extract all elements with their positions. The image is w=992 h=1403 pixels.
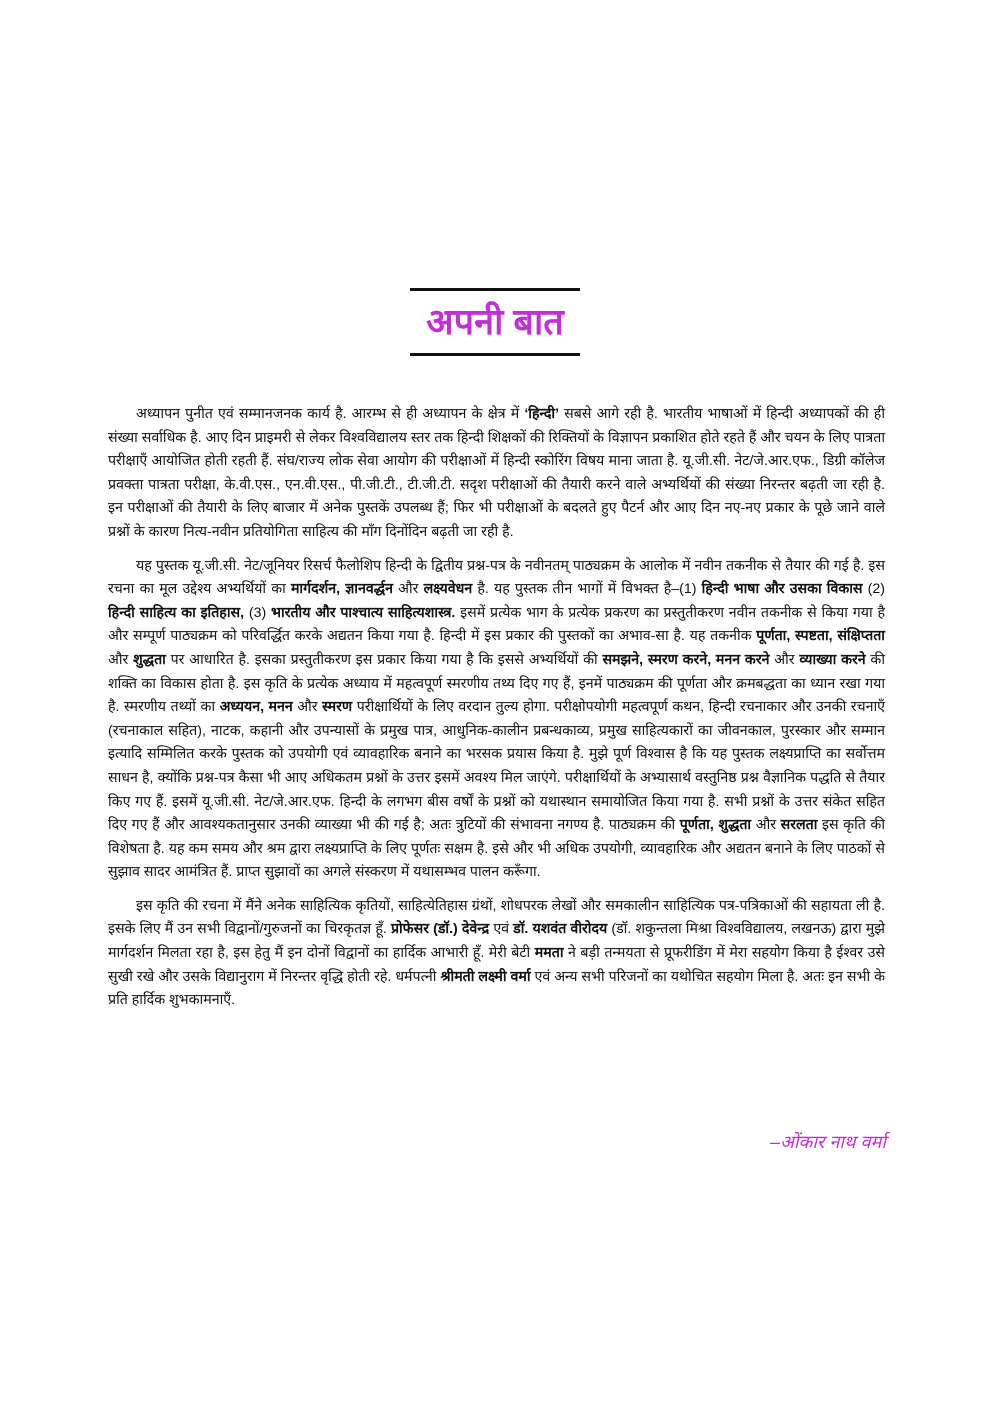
paragraph [108,403,885,545]
bold-text: शुद्धता [133,651,166,668]
paragraph [108,555,885,885]
bold-text: श्रीमती लक्ष्मी वर्मा [440,968,531,985]
page-title: अपनी बात [426,301,564,342]
bold-text: समझने, स्मरण करने, मनन करने [602,651,770,668]
text-run: और [769,651,800,668]
text-run: की शक्ति का विकास होता है. इस कृति के प्रत्येक अध्याय में महत्वपूर्ण स्मरणीय तथ्य दिए गए हैं, इनमें पाठ्यक्रम की पूर्णता और क्रमबद्धता का ध्यान रखा गया है. स्मरणीय तथ्यों का [108,651,885,716]
text-run: इसमें प्रत्येक भाग के प्रत्येक प्रकरण का प्रस्तुतीकरण नवीन तकनीक से किया गया है और सम्पूर्ण पाठ्यक्रम को परिवर्द्धित करके अद्यतन किया गया है. हिन्दी में इस प्रकार की पुस्तकों का अभाव-सा है. यह तकनीक [108,604,885,645]
text-run: अध्यापन पुनीत एवं सम्मानजनक कार्य है. आरम्भ से ही अध्यापन के क्षेत्र में [136,406,525,422]
text-run: ने बड़ी तन्मयता से प्रूफरीडिंग में मेरा सहयोग किया है ईश्वर उसे सुखी रखे और उसके विद्यानुराग में निरन्तर वृद्धि होती रहे. धर्मपत्नी [108,945,886,985]
text-run: सबसे आगे रही है. भारतीय भाषाओं में हिन्दी अध्यापकों की ही संख्या सर्वाधिक है. आए दिन प्राइमरी से लेकर विश्वविद्यालय स्तर तक हिन्दी शिक्षकों की रिक्तियों के विज्ञापन प्रकाशित होते रहते हैं और चयन के लिए पात्रता परीक्षाएँ आयोजित होती रहती हैं. संघ/राज्य लोक सेवा आयोग की परीक्षाओं में हिन्दी स्कोरिंग विषय माना जाता है. यू.जी.सी. नेट/जे.आर.एफ., डिग्री कॉलेज प्रवक्ता पात्रता परीक्षा, के.वी.एस., एन.वी.एस., पी.जी.टी., टी.जी.टी. सदृश परीक्षाओं की तैयारी करने वाले अभ्यर्थियों की संख्या निरन्तर बढ़ती जा रही है. इन परीक्षाओं की तैयारी के लिए बाजार में अनेक पुस्तकें उपलब्ध हैं; फिर भी परीक्षाओं के बदलते हुए पैटर्न और आए दिन नए-नए प्रकार के पूछे जाने वाले प्रश्नों के कारण नित्य-नवीन प्रतियोगिता साहित्य की माँग दिनोंदिन बढ़ती जा रही है. [108,406,885,540]
text-run: इस कृति की विशेषता है. यह कम समय और श्रम द्वारा लक्ष्यप्राप्ति के लिए पूर्णतः सक्षम है. इसे और भी अधिक उपयोगी, व्यावहारिक और अद्यतन बनाने के लिए पाठकों से सुझाव सादर आमंत्रित हैं. प्राप्त सुझावों का अगले संस्करण में यथासम्भव पालन करूँगा. [108,817,885,881]
text-run: और [108,651,134,668]
bold-text: हिन्दी साहित्य का इतिहास, [108,604,245,621]
bold-text: सरलता [780,817,818,834]
title-block [410,288,580,356]
bold-text: भारतीय और पाश्चात्य साहित्यशास्त्र. [271,604,456,621]
bold-text: हिन्दी भाषा और उसका विकास [701,581,863,598]
bold-text: ममता [534,945,564,962]
bold-text: स्मरण [322,699,353,716]
text-run: (डॉ. शकुन्तला मिश्रा विश्वविद्यालय, लखनऊ) द्वारा मुझे मार्गदर्शन मिलता रहा है, इस हेतु मैं इन दोनों विद्वानों का हार्दिक आभारी हूँ. मेरी बेटी [108,921,886,962]
text-run: इस कृति की रचना में मैंने अनेक साहित्यिक कृतियों, साहित्येतिहास ग्रंथों, शोधपरक लेखों और समकालीन साहित्यिक पत्र-पत्रिकाओं की सहायता ली है. इसके लिए मैं उन सभी विद्वानों/गुरुजनों का चिरकृतज्ञ हूँ. [108,897,885,938]
text-run: और [751,817,781,834]
bold-text: अध्ययन, मनन [219,699,293,716]
text-run: एवं अन्य सभी परिजनों का यथोचित सहयोग मिला है. अतः इन सभी के प्रति हार्दिक शुभकामनाएँ. [108,968,885,1009]
bold-text: व्याख्या करने [799,651,866,668]
bold-text: मार्गदर्शन, ज्ञानवर्द्धन [290,581,393,598]
author-signature: –ओंकार नाथ वर्मा [770,1132,886,1152]
text-run: पर आधारित है. इसका प्रस्तुतीकरण इस प्रकार किया गया है कि इससे अभ्यर्थियों की [165,651,603,668]
paragraph [108,895,885,1013]
text-run: और [392,581,424,598]
bold-text: लक्ष्यवेधन [423,581,473,598]
bold-text: डॉ. यशवंत वीरोदय [513,921,608,938]
text-run: और [292,699,323,716]
text-run: (3) [244,604,271,621]
text-run: परीक्षार्थियों के लिए वरदान तुल्य होगा. परीक्षोपयोगी महत्वपूर्ण कथन, हिन्दी रचनाकार और उनकी रचनाएँ (रचनाकाल सहित), नाटक, कहानी और उपन्यासों के प्रमुख पात्र, आधुनिक-कालीन प्रबन्धकाव्य, प्रमुख साहित्यकारों का जीवनकाल, पुरस्कार और सम्मान इत्यादि सम्मिलित करके पुस्तक को उपयोगी एवं व्यावहारिक बनाने का भरसक प्रयास किया है. मुझे पूर्ण विश्वास है कि यह पुस्तक लक्ष्यप्राप्ति का सर्वोत्तम साधन है, क्योंकि प्रश्न-पत्र कैसा भी आए अधिकतम प्रश्नों के उत्तर इसमें अवश्य मिल जाएंगे. परीक्षार्थियों के अभ्यासार्थ वस्तुनिष्ठ प्रश्न वैज्ञानिक पद्धति से तैयार किए गए हैं. इसमें यू.जी.सी. नेट/जे.आर.एफ. हिन्दी के लगभग बीस वर्षों के प्रश्नों को यथास्थान समायोजित किया गया है. सभी प्रश्नों के उत्तर संकेत सहित दिए गए हैं और आवश्यकतानुसार उनकी व्याख्या भी की गई है; अतः त्रुटियों की संभावना नगण्य है. पाठ्यक्रम की [108,699,885,834]
bold-text: पूर्णता, शुद्धता [679,817,752,834]
preface-body [108,403,885,1023]
text-run: है. यह पुस्तक तीन भागों में विभक्त है–(1) [472,581,702,598]
bold-text: प्रोफेसर (डॉ.) देवेन्द्र [390,921,490,938]
text-run: (2) [862,581,886,598]
text-run: एवं [489,921,514,938]
bold-text: ‘हिन्दी’ [524,406,560,422]
text-run: यह पुस्तक यू.जी.सी. नेट/जूनियर रिसर्च फैलोशिप हिन्दी के द्वितीय प्रश्न-पत्र के नवीनतम् पाठ्यक्रम के आलोक में नवीन तकनीक से तैयार की गई है. इस रचना का मूल उद्देश्य अभ्यर्थियों का [108,557,885,598]
bold-text: पूर्णता, स्पष्टता, संक्षिप्तता [756,628,885,645]
